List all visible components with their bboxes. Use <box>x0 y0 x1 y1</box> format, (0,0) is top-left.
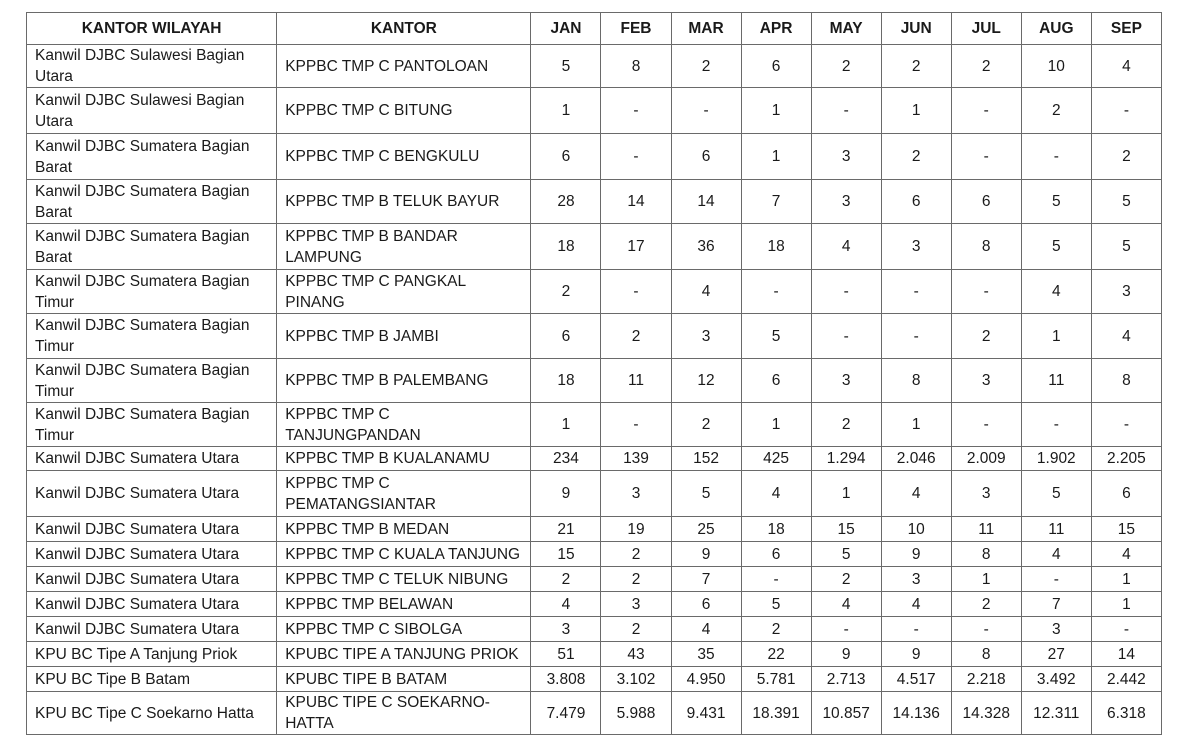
value-cell-apr: 18 <box>741 224 811 270</box>
value-cell-may: - <box>811 617 881 642</box>
value-cell-jun: 9 <box>881 542 951 567</box>
kantor-cell: KPPBC TMP C KUALA TANJUNG <box>277 542 531 567</box>
value-cell-jan: 18 <box>531 359 601 403</box>
value-cell-jul: 8 <box>951 542 1021 567</box>
value-cell-may: 10.857 <box>811 692 881 735</box>
value-cell-feb: 19 <box>601 517 671 542</box>
value-cell-sep: 2.442 <box>1091 667 1161 692</box>
value-cell-aug: 5 <box>1021 224 1091 270</box>
value-cell-aug: 1 <box>1021 314 1091 359</box>
kantor-wilayah-cell: Kanwil DJBC Sumatera Utara <box>27 617 277 642</box>
header-row <box>27 13 1162 45</box>
value-cell-jul: - <box>951 134 1021 180</box>
value-cell-jul: 14.328 <box>951 692 1021 735</box>
value-cell-mar: - <box>671 88 741 134</box>
value-cell-may: 1.294 <box>811 447 881 471</box>
value-cell-feb: 8 <box>601 45 671 88</box>
value-cell-may: 3 <box>811 180 881 224</box>
value-cell-apr: 425 <box>741 447 811 471</box>
kantor-cell: KPPBC TMP B KUALANAMU <box>277 447 531 471</box>
value-cell-jul: - <box>951 88 1021 134</box>
value-cell-jul: 3 <box>951 471 1021 517</box>
kantor-wilayah-cell: Kanwil DJBC Sumatera Bagian Timur <box>27 314 277 359</box>
table-row <box>27 180 1162 224</box>
header-kantor-wilayah: KANTOR WILAYAH <box>27 13 277 45</box>
value-cell-mar: 35 <box>671 642 741 667</box>
value-cell-may: - <box>811 270 881 314</box>
kantor-cell: KPPBC TMP C PEMATANGSIANTAR <box>277 471 531 517</box>
kantor-cell: KPUBC TIPE A TANJUNG PRIOK <box>277 642 531 667</box>
kantor-cell: KPPBC TMP C TELUK NIBUNG <box>277 567 531 592</box>
value-cell-may: 15 <box>811 517 881 542</box>
value-cell-aug: 5 <box>1021 471 1091 517</box>
value-cell-mar: 7 <box>671 567 741 592</box>
value-cell-mar: 4 <box>671 270 741 314</box>
value-cell-mar: 4.950 <box>671 667 741 692</box>
kantor-wilayah-cell: Kanwil DJBC Sumatera Utara <box>27 592 277 617</box>
value-cell-aug: 4 <box>1021 542 1091 567</box>
value-cell-sep: 2.205 <box>1091 447 1161 471</box>
value-cell-sep: 2 <box>1091 134 1161 180</box>
value-cell-feb: 14 <box>601 180 671 224</box>
value-cell-mar: 4 <box>671 617 741 642</box>
kantor-wilayah-cell: Kanwil DJBC Sumatera Utara <box>27 517 277 542</box>
value-cell-sep: 15 <box>1091 517 1161 542</box>
value-cell-apr: 2 <box>741 617 811 642</box>
value-cell-may: 2 <box>811 45 881 88</box>
value-cell-may: 3 <box>811 134 881 180</box>
value-cell-aug: 1.902 <box>1021 447 1091 471</box>
value-cell-jan: 6 <box>531 314 601 359</box>
value-cell-aug: 2 <box>1021 88 1091 134</box>
table-row <box>27 642 1162 667</box>
value-cell-jan: 2 <box>531 270 601 314</box>
value-cell-apr: 5.781 <box>741 667 811 692</box>
value-cell-apr: 5 <box>741 314 811 359</box>
value-cell-feb: 2 <box>601 617 671 642</box>
value-cell-may: 4 <box>811 592 881 617</box>
kantor-wilayah-cell: Kanwil DJBC Sumatera Bagian Barat <box>27 180 277 224</box>
value-cell-apr: 4 <box>741 471 811 517</box>
value-cell-mar: 5 <box>671 471 741 517</box>
value-cell-mar: 9.431 <box>671 692 741 735</box>
value-cell-jan: 6 <box>531 134 601 180</box>
value-cell-jul: 3 <box>951 359 1021 403</box>
customs-data-table <box>26 12 1162 735</box>
value-cell-may: 1 <box>811 471 881 517</box>
value-cell-sep: 1 <box>1091 592 1161 617</box>
value-cell-feb: 43 <box>601 642 671 667</box>
value-cell-jun: 2 <box>881 134 951 180</box>
kantor-wilayah-cell: Kanwil DJBC Sulawesi Bagian Utara <box>27 45 277 88</box>
kantor-wilayah-cell: KPU BC Tipe A Tanjung Priok <box>27 642 277 667</box>
kantor-wilayah-cell: Kanwil DJBC Sulawesi Bagian Utara <box>27 88 277 134</box>
value-cell-sep: 4 <box>1091 542 1161 567</box>
kantor-cell: KPPBC TMP B BANDAR LAMPUNG <box>277 224 531 270</box>
value-cell-jul: 2 <box>951 314 1021 359</box>
value-cell-mar: 6 <box>671 134 741 180</box>
value-cell-jul: 2.009 <box>951 447 1021 471</box>
value-cell-jun: 3 <box>881 567 951 592</box>
value-cell-mar: 14 <box>671 180 741 224</box>
kantor-cell: KPUBC TIPE B BATAM <box>277 667 531 692</box>
value-cell-feb: 2 <box>601 314 671 359</box>
value-cell-jan: 3 <box>531 617 601 642</box>
value-cell-jul: 2 <box>951 592 1021 617</box>
table-row <box>27 134 1162 180</box>
value-cell-jan: 18 <box>531 224 601 270</box>
value-cell-aug: 3.492 <box>1021 667 1091 692</box>
value-cell-may: 5 <box>811 542 881 567</box>
table-row <box>27 567 1162 592</box>
table-row <box>27 88 1162 134</box>
value-cell-jun: 2 <box>881 45 951 88</box>
value-cell-sep: - <box>1091 403 1161 447</box>
value-cell-may: 4 <box>811 224 881 270</box>
value-cell-jul: 8 <box>951 224 1021 270</box>
header-month-jan: JAN <box>531 13 601 45</box>
value-cell-sep: - <box>1091 88 1161 134</box>
value-cell-apr: 6 <box>741 542 811 567</box>
kantor-cell: KPPBC TMP C SIBOLGA <box>277 617 531 642</box>
value-cell-apr: - <box>741 567 811 592</box>
value-cell-mar: 25 <box>671 517 741 542</box>
value-cell-mar: 3 <box>671 314 741 359</box>
value-cell-apr: 1 <box>741 134 811 180</box>
value-cell-apr: 18.391 <box>741 692 811 735</box>
value-cell-sep: 6.318 <box>1091 692 1161 735</box>
value-cell-apr: - <box>741 270 811 314</box>
table-row <box>27 224 1162 270</box>
value-cell-jun: - <box>881 617 951 642</box>
value-cell-jan: 2 <box>531 567 601 592</box>
value-cell-feb: - <box>601 270 671 314</box>
value-cell-may: - <box>811 88 881 134</box>
table-row <box>27 270 1162 314</box>
value-cell-jul: - <box>951 617 1021 642</box>
kantor-wilayah-cell: Kanwil DJBC Sumatera Bagian Timur <box>27 403 277 447</box>
value-cell-aug: 11 <box>1021 359 1091 403</box>
value-cell-jan: 1 <box>531 88 601 134</box>
table-row <box>27 359 1162 403</box>
kantor-cell: KPPBC TMP B MEDAN <box>277 517 531 542</box>
value-cell-feb: - <box>601 134 671 180</box>
kantor-cell: KPPBC TMP C PANTOLOAN <box>277 45 531 88</box>
value-cell-jan: 9 <box>531 471 601 517</box>
value-cell-aug: 10 <box>1021 45 1091 88</box>
kantor-wilayah-cell: Kanwil DJBC Sumatera Bagian Timur <box>27 359 277 403</box>
header-month-apr: APR <box>741 13 811 45</box>
value-cell-aug: 27 <box>1021 642 1091 667</box>
value-cell-jan: 7.479 <box>531 692 601 735</box>
kantor-cell: KPPBC TMP B TELUK BAYUR <box>277 180 531 224</box>
table-row <box>27 592 1162 617</box>
kantor-wilayah-cell: Kanwil DJBC Sumatera Utara <box>27 471 277 517</box>
kantor-cell: KPPBC TMP B PALEMBANG <box>277 359 531 403</box>
table-row <box>27 403 1162 447</box>
kantor-cell: KPPBC TMP C BENGKULU <box>277 134 531 180</box>
value-cell-jun: 14.136 <box>881 692 951 735</box>
value-cell-feb: - <box>601 403 671 447</box>
value-cell-sep: 5 <box>1091 180 1161 224</box>
value-cell-apr: 6 <box>741 45 811 88</box>
value-cell-jun: 2.046 <box>881 447 951 471</box>
value-cell-jul: 1 <box>951 567 1021 592</box>
table-row <box>27 667 1162 692</box>
value-cell-aug: 11 <box>1021 517 1091 542</box>
header-month-may: MAY <box>811 13 881 45</box>
value-cell-jun: - <box>881 314 951 359</box>
header-month-jul: JUL <box>951 13 1021 45</box>
value-cell-feb: 3.102 <box>601 667 671 692</box>
value-cell-feb: - <box>601 88 671 134</box>
value-cell-sep: 4 <box>1091 314 1161 359</box>
value-cell-jun: - <box>881 270 951 314</box>
value-cell-sep: 4 <box>1091 45 1161 88</box>
value-cell-apr: 1 <box>741 88 811 134</box>
value-cell-sep: 5 <box>1091 224 1161 270</box>
value-cell-jun: 4.517 <box>881 667 951 692</box>
kantor-wilayah-cell: KPU BC Tipe C Soekarno Hatta <box>27 692 277 735</box>
value-cell-sep: - <box>1091 617 1161 642</box>
value-cell-feb: 2 <box>601 567 671 592</box>
value-cell-may: 3 <box>811 359 881 403</box>
value-cell-jun: 9 <box>881 642 951 667</box>
value-cell-feb: 139 <box>601 447 671 471</box>
value-cell-feb: 11 <box>601 359 671 403</box>
value-cell-jun: 1 <box>881 403 951 447</box>
value-cell-mar: 9 <box>671 542 741 567</box>
kantor-wilayah-cell: Kanwil DJBC Sumatera Utara <box>27 447 277 471</box>
value-cell-feb: 3 <box>601 471 671 517</box>
kantor-wilayah-cell: Kanwil DJBC Sumatera Utara <box>27 567 277 592</box>
value-cell-apr: 22 <box>741 642 811 667</box>
value-cell-aug: 4 <box>1021 270 1091 314</box>
value-cell-jul: 6 <box>951 180 1021 224</box>
value-cell-feb: 3 <box>601 592 671 617</box>
kantor-wilayah-cell: Kanwil DJBC Sumatera Bagian Barat <box>27 224 277 270</box>
value-cell-jun: 4 <box>881 471 951 517</box>
header-kantor: KANTOR <box>277 13 531 45</box>
header-month-jun: JUN <box>881 13 951 45</box>
table-row <box>27 542 1162 567</box>
value-cell-apr: 1 <box>741 403 811 447</box>
value-cell-jan: 5 <box>531 45 601 88</box>
value-cell-jan: 3.808 <box>531 667 601 692</box>
table-body <box>27 45 1162 735</box>
header-month-sep: SEP <box>1091 13 1161 45</box>
kantor-wilayah-cell: KPU BC Tipe B Batam <box>27 667 277 692</box>
value-cell-sep: 8 <box>1091 359 1161 403</box>
kantor-cell: KPPBC TMP C BITUNG <box>277 88 531 134</box>
value-cell-aug: - <box>1021 134 1091 180</box>
value-cell-jan: 21 <box>531 517 601 542</box>
value-cell-jul: 11 <box>951 517 1021 542</box>
header-month-feb: FEB <box>601 13 671 45</box>
kantor-wilayah-cell: Kanwil DJBC Sumatera Bagian Barat <box>27 134 277 180</box>
kantor-cell: KPPBC TMP C TANJUNGPANDAN <box>277 403 531 447</box>
value-cell-may: 2 <box>811 403 881 447</box>
value-cell-jun: 4 <box>881 592 951 617</box>
value-cell-aug: 12.311 <box>1021 692 1091 735</box>
table-header <box>27 13 1162 45</box>
value-cell-aug: - <box>1021 403 1091 447</box>
value-cell-jun: 3 <box>881 224 951 270</box>
value-cell-mar: 6 <box>671 592 741 617</box>
value-cell-jul: - <box>951 403 1021 447</box>
value-cell-may: 2.713 <box>811 667 881 692</box>
value-cell-jan: 51 <box>531 642 601 667</box>
value-cell-jan: 28 <box>531 180 601 224</box>
table-row <box>27 314 1162 359</box>
value-cell-aug: - <box>1021 567 1091 592</box>
value-cell-jan: 15 <box>531 542 601 567</box>
table-row <box>27 617 1162 642</box>
kantor-cell: KPUBC TIPE C SOEKARNO-HATTA <box>277 692 531 735</box>
value-cell-jul: 8 <box>951 642 1021 667</box>
kantor-cell: KPPBC TMP C PANGKAL PINANG <box>277 270 531 314</box>
kantor-cell: KPPBC TMP B JAMBI <box>277 314 531 359</box>
value-cell-sep: 6 <box>1091 471 1161 517</box>
table-row <box>27 471 1162 517</box>
value-cell-mar: 2 <box>671 45 741 88</box>
value-cell-sep: 3 <box>1091 270 1161 314</box>
value-cell-jul: - <box>951 270 1021 314</box>
value-cell-mar: 2 <box>671 403 741 447</box>
table-row <box>27 45 1162 88</box>
value-cell-may: - <box>811 314 881 359</box>
kantor-wilayah-cell: Kanwil DJBC Sumatera Utara <box>27 542 277 567</box>
value-cell-jun: 1 <box>881 88 951 134</box>
header-month-mar: MAR <box>671 13 741 45</box>
value-cell-aug: 5 <box>1021 180 1091 224</box>
value-cell-sep: 14 <box>1091 642 1161 667</box>
value-cell-apr: 18 <box>741 517 811 542</box>
value-cell-jan: 234 <box>531 447 601 471</box>
value-cell-jul: 2.218 <box>951 667 1021 692</box>
value-cell-mar: 36 <box>671 224 741 270</box>
value-cell-jun: 6 <box>881 180 951 224</box>
value-cell-aug: 7 <box>1021 592 1091 617</box>
kantor-wilayah-cell: Kanwil DJBC Sumatera Bagian Timur <box>27 270 277 314</box>
value-cell-jun: 8 <box>881 359 951 403</box>
value-cell-apr: 7 <box>741 180 811 224</box>
value-cell-jan: 1 <box>531 403 601 447</box>
value-cell-jul: 2 <box>951 45 1021 88</box>
value-cell-feb: 2 <box>601 542 671 567</box>
value-cell-sep: 1 <box>1091 567 1161 592</box>
table-row <box>27 447 1162 471</box>
kantor-cell: KPPBC TMP BELAWAN <box>277 592 531 617</box>
value-cell-aug: 3 <box>1021 617 1091 642</box>
table-row <box>27 517 1162 542</box>
value-cell-jun: 10 <box>881 517 951 542</box>
value-cell-feb: 17 <box>601 224 671 270</box>
value-cell-may: 9 <box>811 642 881 667</box>
value-cell-mar: 12 <box>671 359 741 403</box>
value-cell-apr: 6 <box>741 359 811 403</box>
value-cell-may: 2 <box>811 567 881 592</box>
value-cell-mar: 152 <box>671 447 741 471</box>
value-cell-jan: 4 <box>531 592 601 617</box>
header-month-aug: AUG <box>1021 13 1091 45</box>
table-row <box>27 692 1162 735</box>
value-cell-feb: 5.988 <box>601 692 671 735</box>
value-cell-apr: 5 <box>741 592 811 617</box>
